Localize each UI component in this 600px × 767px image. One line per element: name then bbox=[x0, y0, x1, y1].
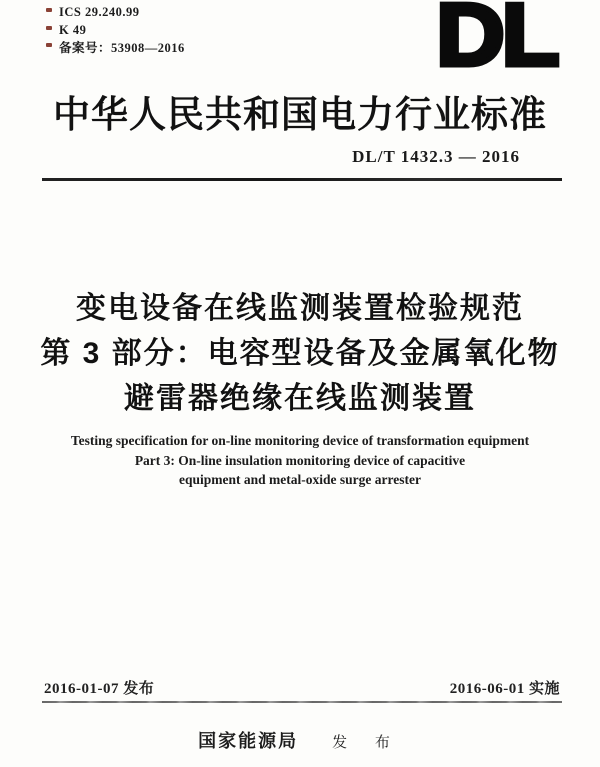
dl-logo: DL bbox=[435, 0, 556, 84]
red-registration-mark bbox=[46, 8, 52, 12]
english-title-line2: Part 3: On-line insulation monitoring device of capacitive bbox=[134, 452, 466, 468]
document-title-line1: 变电设备在线监测装置检验规范 bbox=[76, 292, 524, 325]
issue-verb-label: 发 布 bbox=[332, 735, 402, 751]
record-number: 备案号：53908—2016 bbox=[59, 41, 185, 55]
standard-system-title: 中华人民共和国电力行业标准 bbox=[53, 95, 547, 136]
dates-row bbox=[44, 677, 560, 698]
document-title-english bbox=[0, 431, 600, 490]
issuer-row bbox=[0, 727, 600, 753]
document-title-line2: 第 3 部分：电容型设备及金属氧化物 bbox=[40, 337, 560, 370]
classification-block bbox=[59, 3, 185, 57]
classification-code: K 49 bbox=[59, 23, 87, 37]
english-title-line3: equipment and metal-oxide surge arrester bbox=[179, 472, 421, 487]
red-registration-mark bbox=[46, 26, 52, 30]
ics-code: ICS 29.240.99 bbox=[59, 5, 140, 19]
english-title-line1: Testing specification for on-line monitoring device of transformation equipment bbox=[70, 433, 530, 448]
footer-divider bbox=[42, 701, 562, 703]
implementation-date: 2016-06-01 实施 bbox=[449, 681, 560, 697]
header-divider bbox=[42, 178, 562, 181]
document-title bbox=[0, 286, 600, 421]
issuer-name: 国家能源局 bbox=[198, 731, 299, 751]
issue-date: 2016-01-07 发布 bbox=[44, 681, 155, 697]
red-registration-mark bbox=[46, 43, 52, 47]
standard-number: DL/T 1432.3 — 2016 bbox=[352, 147, 520, 166]
document-title-line3: 避雷器绝缘在线监测装置 bbox=[124, 382, 476, 415]
